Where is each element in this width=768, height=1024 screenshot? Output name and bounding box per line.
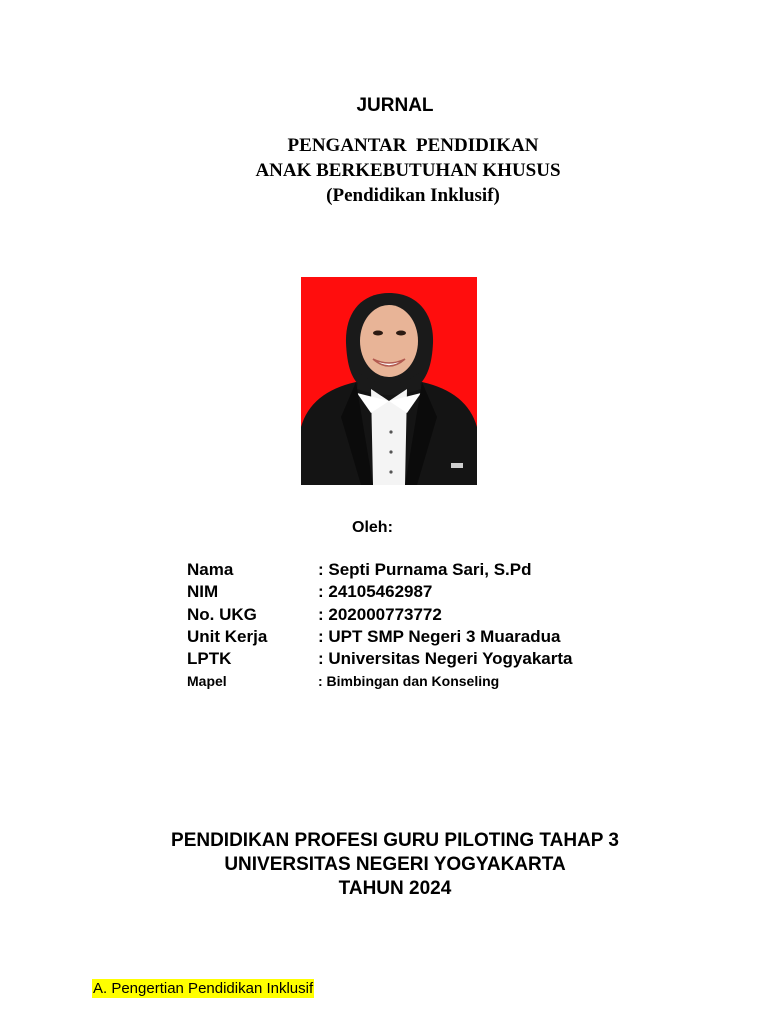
identity-value: : 202000773772 [318,605,442,624]
identity-label: Nama [187,560,234,579]
identity-label: Unit Kerja [187,627,268,646]
section-heading: A. Pengertian Pendidikan Inklusif [93,980,314,997]
identity-value: : Bimbingan dan Konseling [318,673,500,689]
author-photo [301,277,477,485]
identity-label: LPTK [187,649,232,668]
course-title-line-3: (Pendidikan Inklusif) [326,185,500,206]
identity-value: : Septi Purnama Sari, S.Pd [318,560,532,579]
year-label: TAHUN 2024 [338,878,452,899]
identity-label: NIM [187,582,219,601]
identity-label: Mapel [187,673,227,689]
author-label: Oleh: [352,519,393,536]
course-title-line-2: ANAK BERKEBUTUHAN KHUSUS [255,160,561,181]
program-title: PENDIDIKAN PROFESI GURU PILOTING TAHAP 3 [171,830,619,851]
identity-label: No. UKG [187,605,257,624]
university-name: UNIVERSITAS NEGERI YOGYAKARTA [224,854,566,875]
journal-title: JURNAL [356,95,434,116]
identity-value: : 24105462987 [318,582,433,601]
identity-value: : Universitas Negeri Yogyakarta [318,649,573,668]
identity-value: : UPT SMP Negeri 3 Muaradua [318,627,561,646]
course-title-line-1: PENGANTAR PENDIDIKAN [287,135,539,156]
